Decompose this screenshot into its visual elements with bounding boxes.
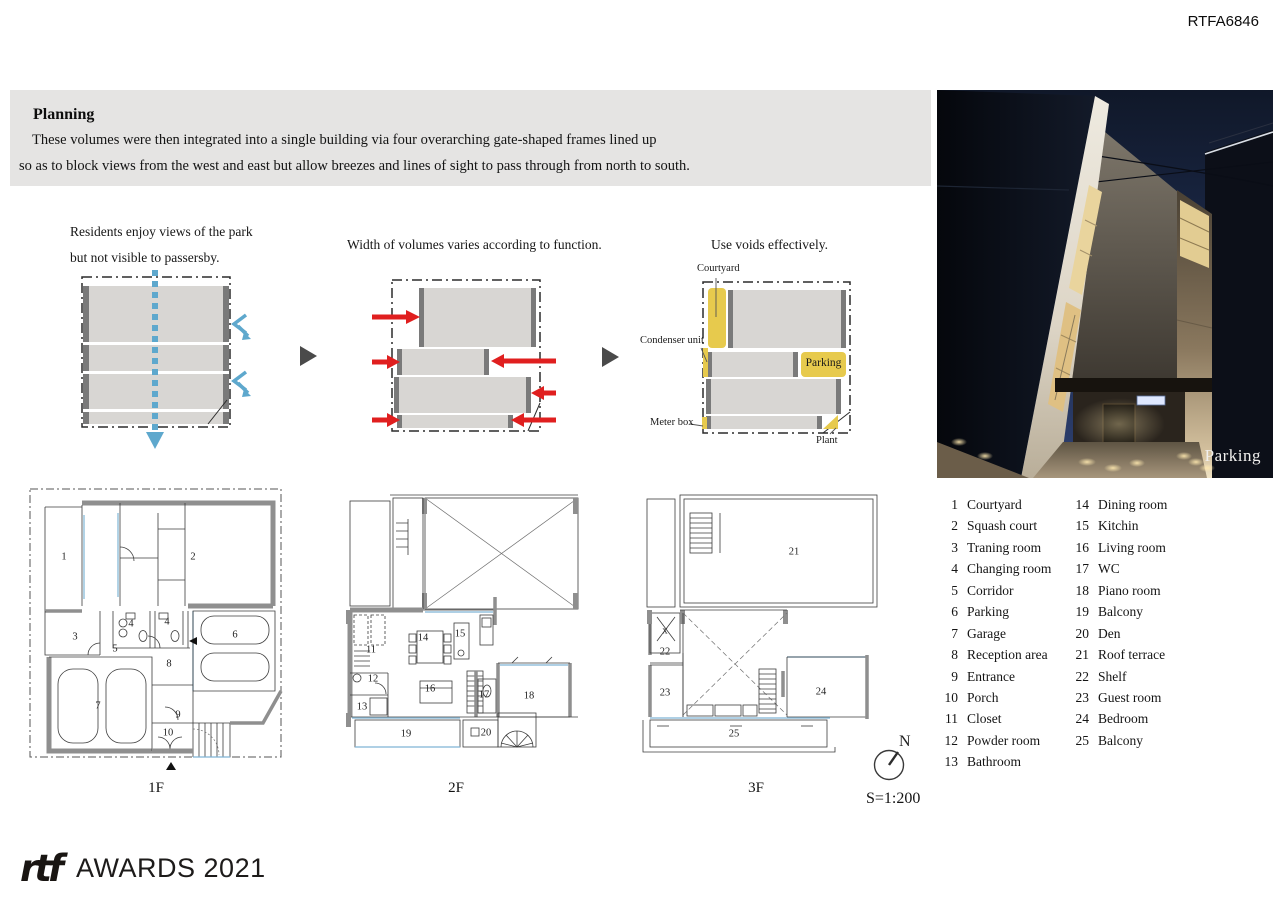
- diagram-views-blocked: [62, 262, 272, 457]
- entry-code: RTFA6846: [1187, 13, 1259, 30]
- diagram1-caption: Residents enjoy views of the park but not visible to passersby.: [70, 224, 253, 265]
- legend-column-2: [1071, 497, 1231, 754]
- legend-number: 11: [945, 711, 958, 727]
- legend-number: 24: [1075, 711, 1089, 727]
- building-photo: [937, 90, 1273, 478]
- floor-plan-1f-drawing: [25, 485, 295, 775]
- legend-number: 18: [1075, 582, 1089, 598]
- rtf-logo: rtf: [20, 846, 61, 890]
- legend-row: [1071, 604, 1231, 625]
- condenser-unit-label: Condenser unit: [640, 335, 704, 346]
- legend-number: 21: [1075, 647, 1089, 663]
- legend-room-name: Living room: [1098, 539, 1166, 555]
- legend-number: 15: [1075, 518, 1089, 534]
- legend-number: 20: [1075, 625, 1089, 641]
- legend-room-name: Den: [1098, 625, 1121, 641]
- legend-number: 13: [944, 754, 958, 770]
- legend-room-name: WC: [1098, 561, 1120, 577]
- room-number-label: 5: [112, 643, 118, 655]
- room-number-label: 10: [162, 727, 174, 739]
- room-number-label: 23: [659, 687, 671, 699]
- parking-void-label: Parking: [805, 357, 842, 369]
- legend-number: 8: [951, 647, 958, 663]
- legend-row: [1071, 711, 1231, 732]
- legend-room-name: Balcony: [1098, 732, 1143, 748]
- north-label: N: [899, 733, 911, 750]
- room-number-label: 12: [367, 673, 379, 685]
- legend-number: 19: [1075, 604, 1089, 620]
- floor-plan-3f-drawing: [635, 485, 905, 775]
- room-number-label: 21: [788, 546, 800, 558]
- room-number-label: 13: [356, 701, 368, 713]
- header-text-line2: so as to block views from the west and east but allow breezes and lines of sight to pass through from north to south.: [19, 158, 690, 174]
- legend-number: 2: [951, 518, 958, 534]
- legend-room-name: Balcony: [1098, 604, 1143, 620]
- floor-label-3f: 3F: [748, 780, 764, 796]
- volume-bands: [394, 288, 536, 428]
- room-number-label: 4: [128, 618, 134, 630]
- room-number-label: 14: [417, 632, 429, 644]
- legend-room-name: Kitchin: [1098, 518, 1139, 534]
- floor-plan-2f: [330, 485, 600, 775]
- legend-row: [1071, 540, 1231, 561]
- courtyard-label: Courtyard: [697, 263, 740, 274]
- room-number-label: 6: [232, 629, 238, 641]
- diagram3-caption: Use voids effectively.: [711, 237, 828, 252]
- plant-label: Plant: [816, 435, 838, 446]
- legend-room-name: Courtyard: [967, 497, 1022, 512]
- legend-row: [1071, 690, 1231, 711]
- diagram-volume-widths: [368, 268, 568, 440]
- legend-room-name: Guest room: [1098, 689, 1162, 705]
- room-number-label: 7: [95, 700, 101, 712]
- room-number-label: 11: [365, 644, 377, 656]
- header-text-line1: These volumes were then integrated into a single building via four overarching gate-shaped frames lined up: [32, 132, 657, 148]
- process-arrow-icon: [602, 347, 619, 367]
- legend-room-name: Closet: [967, 711, 1002, 727]
- building-photo-illustration: [937, 90, 1273, 478]
- legend-room-name: Dining room: [1098, 497, 1168, 512]
- room-number-label: x: [662, 625, 668, 637]
- awards-text: AWARDS 2021: [76, 852, 266, 883]
- north-compass: [866, 733, 926, 789]
- legend-row: [1071, 647, 1231, 668]
- legend-room-name: Changing room: [967, 561, 1052, 577]
- legend-room-name: Garage: [967, 625, 1006, 641]
- legend-number: 4: [951, 561, 958, 577]
- planning-header: [10, 90, 931, 186]
- legend-room-name: Traning room: [967, 539, 1042, 555]
- legend-room-name: Parking: [967, 604, 1009, 620]
- legend-room-name: Bedroom: [1098, 711, 1149, 727]
- room-number-label: 17: [478, 689, 490, 701]
- room-number-label: 19: [400, 728, 412, 740]
- legend-room-name: Powder room: [967, 732, 1041, 748]
- legend-row: [1071, 626, 1231, 647]
- room-number-label: 1: [61, 551, 67, 563]
- legend-number: 1: [951, 497, 958, 512]
- photo-parking-caption: Parking: [1204, 446, 1261, 465]
- legend-row: [940, 754, 1095, 775]
- legend-number: 7: [951, 625, 958, 641]
- legend-room-name: Roof terrace: [1098, 647, 1166, 663]
- room-number-label: 9: [175, 709, 181, 721]
- meter-box-label: Meter box: [650, 417, 694, 428]
- floor-plan-3f: [635, 485, 905, 775]
- legend-number: 17: [1075, 561, 1089, 577]
- legend-room-name: Reception area: [967, 647, 1048, 663]
- legend-number: 9: [951, 668, 958, 684]
- compass-icon: [866, 733, 926, 789]
- section-title: Planning: [33, 106, 95, 123]
- footer: [20, 843, 266, 893]
- legend-room-name: Shelf: [1098, 668, 1127, 684]
- room-number-label: 24: [815, 686, 827, 698]
- floor-label-1f: 1F: [148, 780, 164, 796]
- legend-number: 16: [1075, 539, 1089, 555]
- legend-row: [1071, 669, 1231, 690]
- room-number-label: 15: [454, 628, 466, 640]
- room-number-label: 20: [480, 727, 492, 739]
- legend-room-name: Corridor: [967, 582, 1014, 598]
- room-number-label: 18: [523, 690, 535, 702]
- room-number-label: 25: [728, 728, 740, 740]
- legend-number: 10: [944, 689, 958, 705]
- legend-number: 14: [1075, 497, 1089, 512]
- legend-room-name: Entrance: [967, 668, 1015, 684]
- legend-room-name: Porch: [967, 689, 999, 705]
- legend-row: [1071, 497, 1231, 518]
- room-number-label: 4: [164, 616, 170, 628]
- legend-number: 6: [951, 604, 958, 620]
- legend-number: 5: [951, 582, 958, 598]
- legend-row: [1071, 561, 1231, 582]
- legend-room-name: Squash court: [967, 518, 1038, 534]
- room-number-label: 2: [190, 551, 196, 563]
- process-arrow-icon: [300, 346, 317, 366]
- room-number-label: 22: [659, 646, 671, 658]
- legend-room-name: Piano room: [1098, 582, 1161, 598]
- scale-label: S=1:200: [866, 790, 921, 807]
- legend-number: 12: [944, 732, 958, 748]
- legend-number: 3: [951, 539, 958, 555]
- legend-number: 23: [1075, 689, 1089, 705]
- diagram2-caption: Width of volumes varies according to function.: [347, 237, 602, 252]
- breeze-arrow-icon: [234, 315, 248, 393]
- room-number-label: 3: [72, 631, 78, 643]
- legend-number: 22: [1075, 668, 1089, 684]
- legend-row: [1071, 518, 1231, 539]
- legend-number: 25: [1075, 732, 1089, 748]
- room-number-label: 8: [166, 658, 172, 670]
- floor-label-2f: 2F: [448, 780, 464, 796]
- floor-plan-1f: [25, 485, 295, 775]
- legend-row: [1071, 583, 1231, 604]
- legend-room-name: Bathroom: [967, 754, 1021, 770]
- room-number-label: 16: [424, 683, 436, 695]
- diagram-voids: [640, 262, 868, 464]
- legend-row: [1071, 733, 1231, 754]
